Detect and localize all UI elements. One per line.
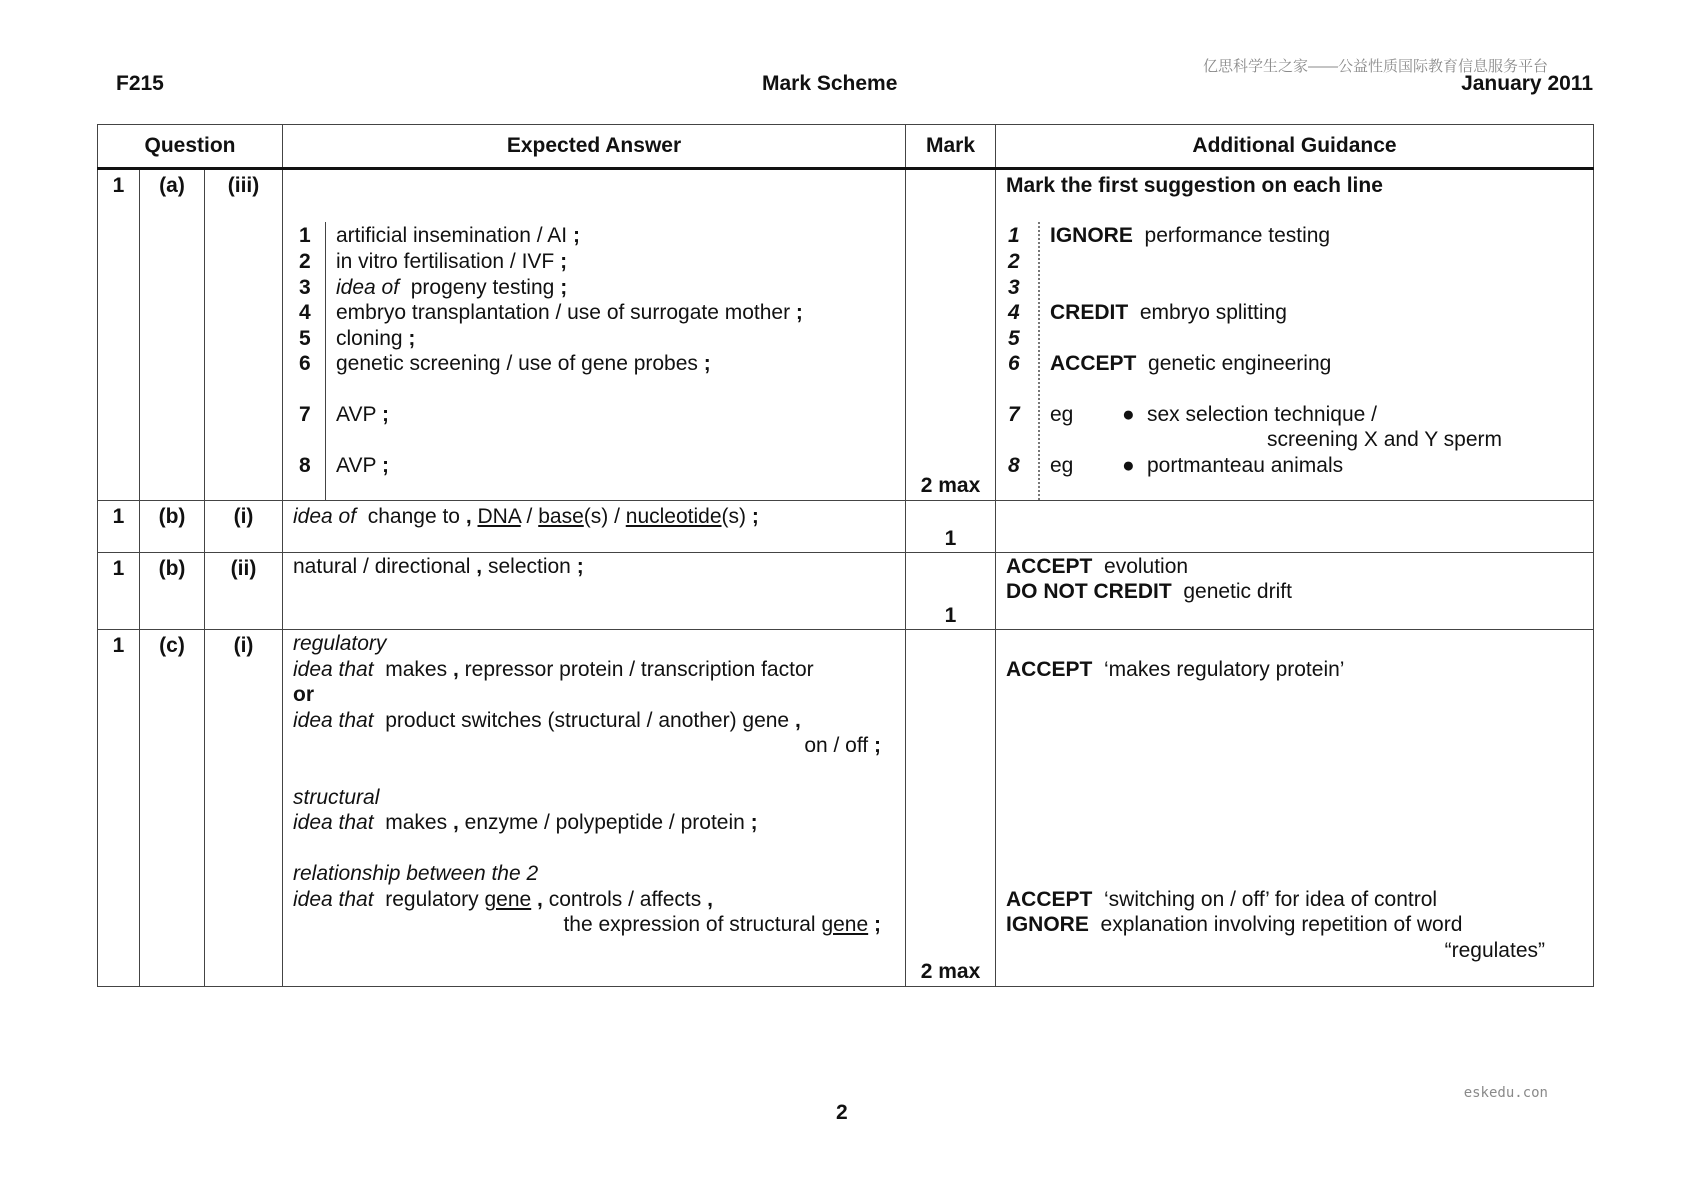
guidance-line: ACCEPT genetic engineering	[1050, 352, 1332, 375]
table-header-row	[98, 125, 1594, 169]
mark-scheme-table	[97, 124, 1594, 987]
answer-text: idea of change to , DNA / base(s) / nucleotide(s) ;	[293, 505, 759, 528]
question-subpart: (iii)	[205, 169, 283, 501]
mark-cell	[906, 630, 996, 987]
answer-heading: relationship between the 2	[293, 862, 539, 885]
answer-text: the expression of structural gene ;	[563, 913, 881, 936]
expected-answer-cell	[283, 169, 906, 501]
guidance-line: IGNORE explanation involving repetition of word	[1006, 913, 1463, 936]
header-question: Question	[98, 125, 283, 169]
question-part: (b)	[140, 553, 205, 630]
guidance-line: DO NOT CREDIT genetic drift	[1006, 580, 1292, 603]
mark-value: 1	[944, 604, 957, 627]
answer-text: idea that makes , repressor protein / transcription factor	[293, 658, 814, 681]
answer-text: artificial insemination / AI ;	[336, 224, 580, 247]
question-part: (b)	[140, 501, 205, 553]
mark-cell	[906, 553, 996, 630]
answer-text: natural / directional , selection ;	[293, 555, 584, 578]
answer-text: cloning ;	[336, 327, 416, 350]
answer-text: AVP ;	[336, 403, 389, 426]
question-part: (a)	[140, 169, 205, 501]
bullet-icon: ●	[1122, 403, 1135, 426]
mark-cell	[906, 501, 996, 553]
exam-date: January 2011	[1461, 72, 1593, 95]
guidance-cell	[996, 553, 1594, 630]
watermark-top: 亿思科学生之家——公益性质国际教育信息服务平台	[1202, 58, 1548, 75]
answer-text: AVP ;	[336, 454, 389, 477]
answer-text: idea of progeny testing ;	[336, 276, 568, 299]
answer-text: in vitro fertilisation / IVF ;	[336, 250, 568, 273]
question-number: 1	[98, 553, 140, 630]
table-row	[98, 630, 1594, 987]
guidance-line: CREDIT embryo splitting	[1050, 301, 1287, 324]
header-expected-answer: Expected Answer	[283, 125, 906, 169]
page-title: Mark Scheme	[762, 72, 898, 95]
answer-text: on / off ;	[804, 734, 881, 757]
number-divider	[325, 222, 326, 500]
guidance-eg: eg	[1050, 454, 1074, 477]
guidance-num: 5	[1008, 327, 1020, 350]
expected-answer-cell	[283, 553, 906, 630]
question-subpart: (ii)	[205, 553, 283, 630]
guidance-eg: eg	[1050, 403, 1074, 426]
question-subpart: (i)	[205, 630, 283, 987]
answer-text: idea that product switches (structural / another) gene ,	[293, 709, 801, 732]
guidance-line: ACCEPT ‘makes regulatory protein’	[1006, 658, 1345, 681]
answer-heading: structural	[293, 786, 380, 809]
question-number: 1	[98, 169, 140, 501]
answer-line: 6	[299, 352, 311, 375]
watermark-bottom: eskedu.con	[1463, 1085, 1548, 1101]
answer-text: embryo transplantation / use of surrogate mother ;	[336, 301, 803, 324]
mark-value: 1	[944, 527, 957, 550]
answer-line: 8	[299, 454, 311, 477]
guidance-line: ACCEPT evolution	[1006, 555, 1189, 578]
answer-text: genetic screening / use of gene probes ;	[336, 352, 711, 375]
bullet-icon: ●	[1122, 454, 1135, 477]
guidance-line: screening X and Y sperm	[1267, 428, 1503, 451]
mark-value: 2 max	[920, 960, 981, 983]
dotted-divider	[1038, 222, 1040, 500]
answer-line: 4	[299, 301, 311, 324]
guidance-num: 6	[1008, 352, 1020, 375]
guidance-num: 3	[1008, 276, 1020, 299]
header-additional-guidance: Additional Guidance	[996, 125, 1594, 169]
answer-text: idea that regulatory gene , controls / affects ,	[293, 888, 713, 911]
guidance-num: 8	[1008, 454, 1020, 477]
table-row	[98, 501, 1594, 553]
guidance-title: Mark the first suggestion on each line	[1006, 174, 1383, 197]
question-number: 1	[98, 501, 140, 553]
answer-line: 3	[299, 276, 311, 299]
expected-answer-cell	[283, 630, 906, 987]
mark-value: 2 max	[920, 474, 981, 497]
answer-text: idea that makes , enzyme / polypeptide / protein ;	[293, 811, 758, 834]
answer-line: 5	[299, 327, 311, 350]
guidance-line: IGNORE performance testing	[1050, 224, 1331, 247]
answer-or: or	[293, 683, 314, 706]
guidance-cell	[996, 501, 1594, 553]
guidance-line: sex selection technique /	[1147, 403, 1377, 426]
guidance-num: 1	[1008, 224, 1020, 247]
mark-cell	[906, 169, 996, 501]
answer-line: 7	[299, 403, 311, 426]
guidance-line: portmanteau animals	[1147, 454, 1344, 477]
question-subpart: (i)	[205, 501, 283, 553]
guidance-cell	[996, 630, 1594, 987]
answer-line: 2	[299, 250, 311, 273]
table-row	[98, 553, 1594, 630]
paper-code: F215	[116, 72, 164, 95]
page-number: 2	[836, 1101, 848, 1124]
answer-line: 1	[299, 224, 311, 247]
guidance-cell	[996, 169, 1594, 501]
guidance-line: “regulates”	[1444, 939, 1545, 962]
answer-heading: regulatory	[293, 632, 387, 655]
guidance-num: 4	[1008, 301, 1020, 324]
guidance-num: 7	[1008, 403, 1020, 426]
table-row	[98, 169, 1594, 501]
guidance-line: ACCEPT ‘switching on / off’ for idea of control	[1006, 888, 1438, 911]
guidance-num: 2	[1008, 250, 1020, 273]
question-number: 1	[98, 630, 140, 987]
header-mark: Mark	[906, 125, 996, 169]
expected-answer-cell	[283, 501, 906, 553]
question-part: (c)	[140, 630, 205, 987]
